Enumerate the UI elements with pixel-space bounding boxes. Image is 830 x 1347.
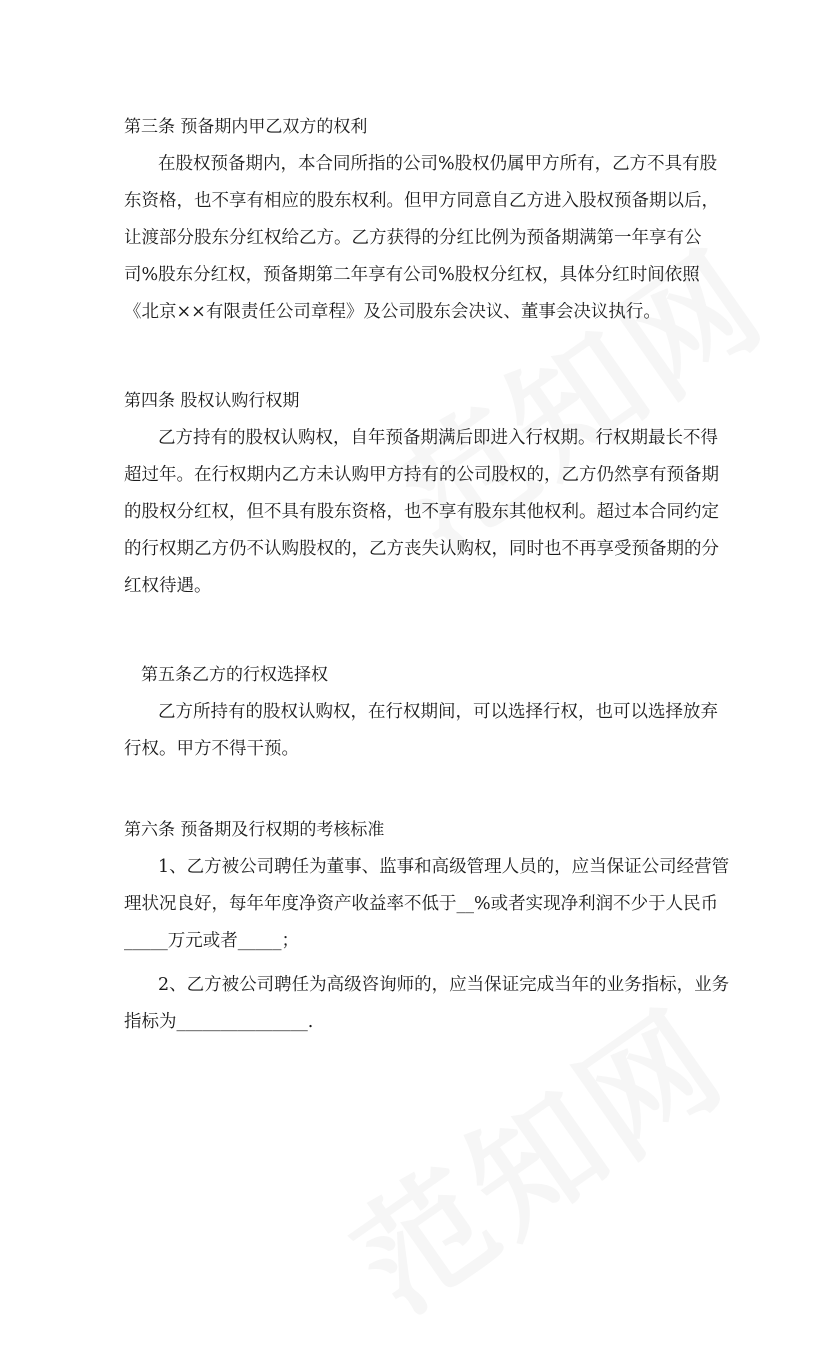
paragraph-line: 的股权分红权，但不具有股东资格，也不享有股东其他权利。超过本合同约定 bbox=[124, 502, 719, 522]
article-heading: 第四条 股权认购行权期 bbox=[124, 391, 300, 411]
paragraph-line: 理状况良好，每年年度净资产收益率不低于__%或者实现净利润不少于人民币 bbox=[124, 894, 719, 914]
paragraph-line: 《北京××有限责任公司章程》及公司股东会决议、董事会决议执行。 bbox=[124, 302, 661, 322]
paragraph-line: _____万元或者_____； bbox=[124, 931, 299, 951]
paragraph-line: 司%股东分红权，预备期第二年享有公司%股权分红权，具体分红时间依照 bbox=[124, 265, 700, 285]
paragraph-line: 指标为_______________. bbox=[124, 1012, 314, 1032]
paragraph-line: 1、乙方被公司聘任为董事、监事和高级管理人员的，应当保证公司经营管 bbox=[158, 857, 730, 877]
paragraph-line: 乙方所持有的股权认购权，在行权期间，可以选择行权，也可以选择放弃 bbox=[158, 702, 718, 722]
paragraph-line: 在股权预备期内，本合同所指的公司%股权仍属甲方所有，乙方不具有股 bbox=[158, 154, 718, 174]
watermark-logo bbox=[353, 200, 794, 587]
watermark-logo bbox=[313, 960, 754, 1347]
paragraph-line: 2、乙方被公司聘任为高级咨询师的，应当保证完成当年的业务指标，业务 bbox=[158, 975, 730, 995]
paragraph-line: 乙方持有的股权认购权，自年预备期满后即进入行权期。行权期最长不得 bbox=[158, 428, 718, 448]
paragraph-line: 东资格，也不享有相应的股东权利。但甲方同意自乙方进入股权预备期以后， bbox=[124, 191, 719, 211]
paragraph-line: 行权。甲方不得干预。 bbox=[124, 739, 299, 759]
paragraph-line: 让渡部分股东分红权给乙方。乙方获得的分红比例为预备期满第一年享有公 bbox=[124, 228, 702, 248]
article-heading: 第五条乙方的行权选择权 bbox=[141, 665, 328, 685]
article-heading: 第三条 预备期内甲乙双方的权利 bbox=[124, 117, 368, 137]
paragraph-line: 超过年。在行权期内乙方未认购甲方持有的公司股权的，乙方仍然享有预备期 bbox=[124, 465, 719, 485]
paragraph-line: 红权待遇。 bbox=[124, 576, 212, 596]
paragraph-line: 的行权期乙方仍不认购股权的，乙方丧失认购权，同时也不再享受预备期的分 bbox=[124, 539, 719, 559]
article-heading: 第六条 预备期及行权期的考核标准 bbox=[124, 820, 385, 840]
